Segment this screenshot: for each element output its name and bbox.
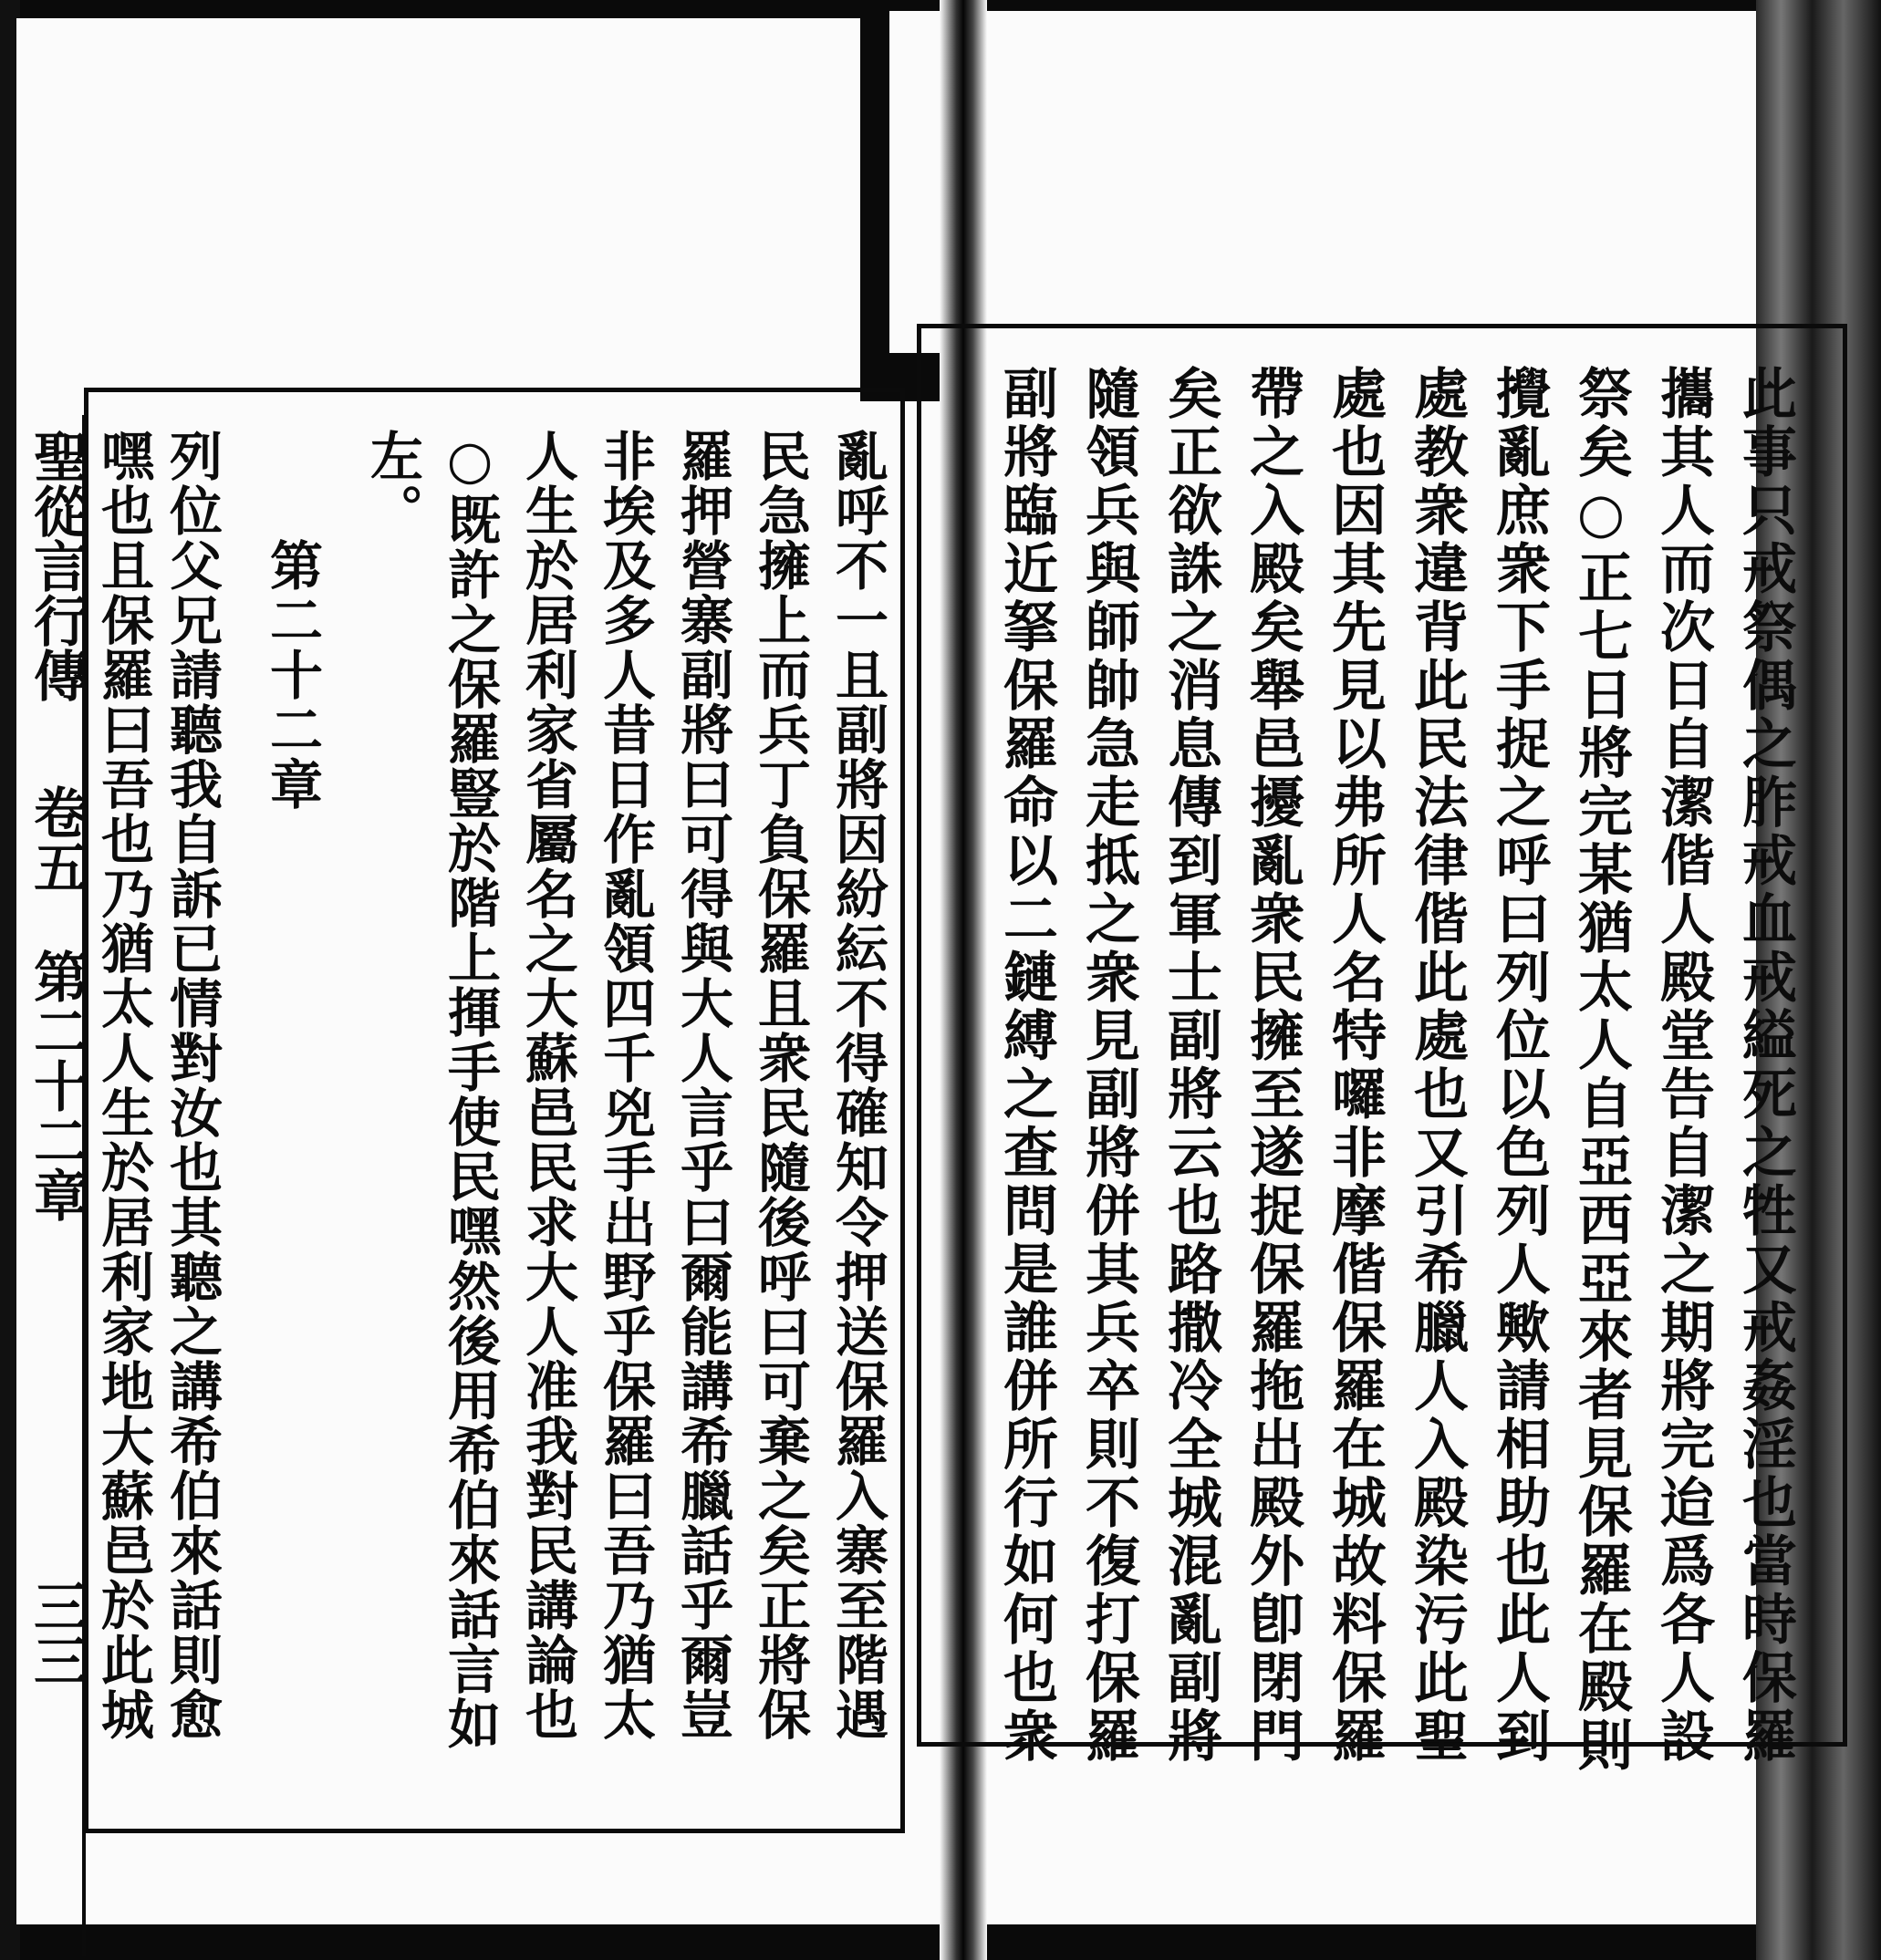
- margin-volume: 卷五: [25, 784, 88, 894]
- margin-chapter: 第二十二章: [25, 949, 88, 1222]
- left-column-1: 亂呼不一且副將因紛紜不得確知令押送保羅入寨至階遇: [826, 429, 889, 1742]
- left-column-2: 民急擁上而兵丁負保羅且衆民隨後呼曰可棄之矣正將保: [749, 429, 811, 1742]
- chapter-column-2: 嘿也且保羅曰吾也乃猶太人生於居利家地大蘇邑於此城: [92, 429, 154, 1742]
- right-column-9: 隨領兵與師帥急走抵之衆見副將併其兵卒則不復打保羅: [1076, 365, 1140, 1766]
- paper-top-right: [889, 11, 1763, 353]
- left-column-3: 羅押營寨副將曰可得與大人言乎曰爾能講希臘話乎爾豈: [671, 429, 733, 1742]
- margin-page-number: 三三: [25, 1578, 88, 1687]
- right-column-8: 矣正欲誅之消息傳到軍士副將云也路撒冷全城混亂副將: [1159, 365, 1222, 1766]
- right-column-4: 攪亂庶衆下手捉之呼曰列位以色列人歟請相助也此人到: [1487, 365, 1551, 1766]
- right-column-5: 處教衆違背此民法律偕此處也又引希臘人入殿染污此聖: [1405, 365, 1469, 1766]
- chapter-heading: 第二十二章: [261, 538, 323, 812]
- right-column-6: 處也因其先見以弗所人名特囉非摩偕保羅在城故料保羅: [1323, 365, 1387, 1766]
- right-column-7: 帶之入殿矣舉邑擾亂衆民擁至遂捉保羅拖出殿外卽閉門: [1241, 365, 1304, 1766]
- left-column-7: 左。: [361, 429, 423, 538]
- paper-top-left: [16, 18, 860, 420]
- right-column-1: 此事只戒祭偶之胙戒血戒縊死之牲又戒姦淫也當時保羅: [1733, 365, 1797, 1766]
- chapter-column-1: 列位父兄請聽我自訴已情對汝也其聽之講希伯來話則愈: [161, 429, 223, 1742]
- right-column-2: 攜其人而次日自潔偕人殿堂告自潔之期將完迨爲各人設: [1651, 365, 1715, 1766]
- margin-book-title: 聖從言行傳: [25, 429, 88, 702]
- right-column-3: 祭矣○正七日將完某猶太人自亞西亞來者見保羅在殿則: [1569, 365, 1633, 1775]
- right-column-10: 副將臨近拏保羅命以二鏈縛之查問是誰併所行如何也衆: [994, 365, 1058, 1766]
- left-column-4: 非埃及多人昔日作亂領四千兇手出野乎保羅曰吾乃猶太: [594, 429, 656, 1742]
- left-column-6: ○既許之保羅豎於階上揮手使民嘿然後用希伯來話言如: [439, 429, 501, 1751]
- left-column-5: 人生於居利家省屬名之大蘇邑民求大人准我對民講論也: [516, 429, 578, 1742]
